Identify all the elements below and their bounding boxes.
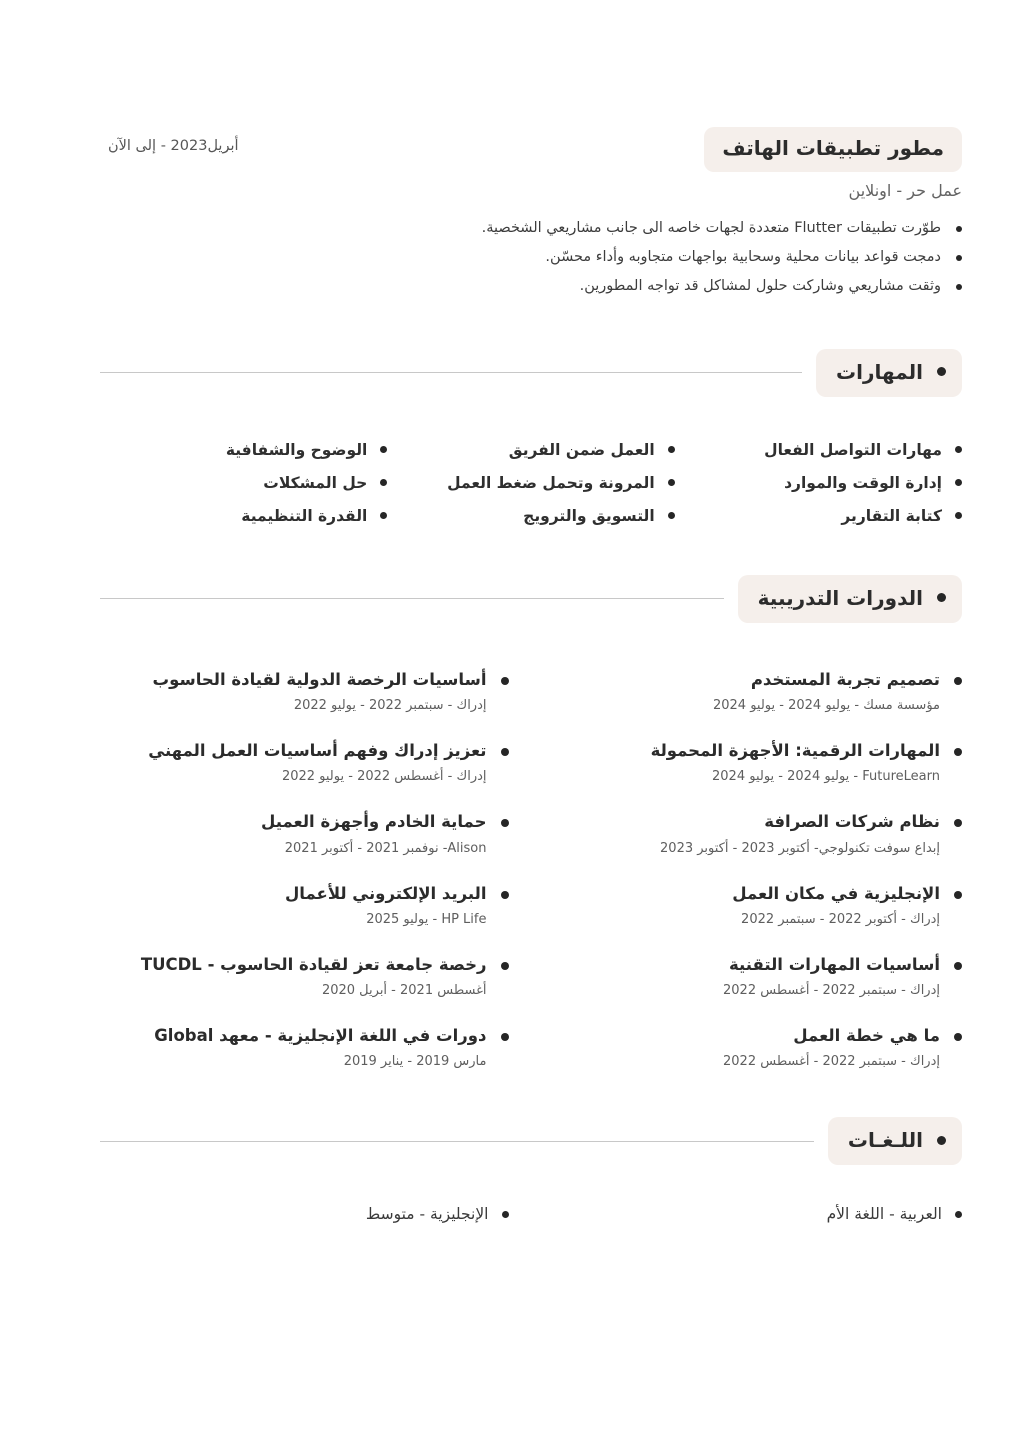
skills-column xyxy=(100,441,387,525)
skill-item xyxy=(675,441,962,459)
job-responsibility-item xyxy=(100,217,962,241)
language-label: الإنجليزية - متوسط xyxy=(365,1205,489,1224)
bullet-icon xyxy=(955,446,962,453)
languages-heading-box xyxy=(828,1117,962,1165)
course-meta: أغسطس 2021 - أبريل 2020 xyxy=(321,983,487,999)
bullet-icon xyxy=(954,677,962,685)
course-body xyxy=(153,669,487,713)
experience-header xyxy=(100,127,962,172)
skills-heading: المهارات xyxy=(836,359,923,384)
course-item xyxy=(554,883,963,927)
courses-grid xyxy=(100,669,962,1070)
job-title: مطور تطبيقات الهاتف xyxy=(704,127,962,172)
skill-item xyxy=(387,507,674,525)
bullet-icon xyxy=(501,891,509,899)
languages-grid xyxy=(100,1205,962,1223)
bullet-icon xyxy=(954,1033,962,1041)
course-item xyxy=(100,1025,509,1069)
course-title: ما هي خطة العمل xyxy=(793,1026,940,1046)
course-meta: HP Life - يوليو 2025 xyxy=(366,911,487,927)
course-meta: إدراك - أكتوبر 2022 - سبتمبر 2022 xyxy=(741,911,940,927)
courses-heading: الدورات التدريبية xyxy=(757,585,923,610)
course-item xyxy=(100,954,509,998)
course-meta: إدراك - سبتمبر 2022 - أغسطس 2022 xyxy=(723,1054,940,1070)
course-body xyxy=(660,811,940,855)
course-meta: FutureLearn - يوليو 2024 - يوليو 2024 xyxy=(712,769,940,785)
course-meta: إدراك - سبتمبر 2022 - أغسطس 2022 xyxy=(723,983,940,999)
skill-label: مهارات التواصل الفعال xyxy=(764,440,942,459)
bullet-icon xyxy=(380,446,387,453)
course-item xyxy=(554,1025,963,1069)
bullet-icon xyxy=(380,512,387,519)
course-meta: Alison- نوفمبر 2021 - أكتوبر 2021 xyxy=(284,840,487,856)
bullet-icon xyxy=(502,1211,509,1218)
skills-heading-box xyxy=(816,349,962,397)
bullet-icon xyxy=(668,479,675,486)
skills-grid xyxy=(100,441,962,525)
course-item xyxy=(554,740,963,784)
course-item xyxy=(100,740,509,784)
course-item xyxy=(100,669,509,713)
course-title: المهارات الرقمية: الأجهزة المحمولة xyxy=(650,741,940,761)
courses-column-left xyxy=(100,669,509,1070)
bullet-icon xyxy=(956,284,962,290)
skill-label: إدارة الوقت والموارد xyxy=(784,473,942,492)
skill-label: الوضوح والشفافية xyxy=(225,440,368,459)
languages-section xyxy=(100,1117,962,1223)
course-title: تصميم تجربة المستخدم xyxy=(750,669,940,689)
course-title: أساسيات المهارات التقنية xyxy=(729,954,940,974)
job-responsibility-text: طوّرت تطبيقات Flutter متعددة لجهات خاصه الى جانب مشاريعي الشخصية. xyxy=(481,220,941,236)
bullet-icon xyxy=(954,819,962,827)
bullet-icon xyxy=(501,1033,509,1041)
skill-label: القدرة التنظيمية xyxy=(241,506,368,525)
bullet-icon xyxy=(955,512,962,519)
course-body xyxy=(261,811,486,855)
courses-section xyxy=(100,575,962,1070)
bullet-icon xyxy=(955,479,962,486)
languages-section-header xyxy=(100,1117,962,1165)
courses-column-right xyxy=(554,669,963,1070)
skill-label: العمل ضمن الفريق xyxy=(508,440,655,459)
skill-item xyxy=(675,507,962,525)
language-item xyxy=(554,1205,963,1223)
skill-label: حل المشكلات xyxy=(263,473,368,492)
bullet-icon xyxy=(668,446,675,453)
bullet-icon xyxy=(501,677,509,685)
course-body xyxy=(141,954,487,998)
skill-item xyxy=(100,507,387,525)
bullet-icon xyxy=(956,226,962,232)
course-item xyxy=(554,954,963,998)
skills-column xyxy=(675,441,962,525)
course-body xyxy=(148,740,486,784)
bullet-icon xyxy=(954,891,962,899)
course-item xyxy=(100,811,509,855)
languages-heading: اللـغـات xyxy=(847,1128,923,1153)
job-date-range: أبريل2023 - إلى الآن xyxy=(108,138,239,154)
skill-item xyxy=(675,474,962,492)
course-title: دورات في اللغة الإنجليزية - معهد Global xyxy=(154,1026,487,1046)
course-title: نظام شركات الصرافة xyxy=(764,812,940,832)
course-item xyxy=(554,669,963,713)
job-responsibility-item xyxy=(100,275,962,299)
bullet-icon xyxy=(954,962,962,970)
bullet-icon xyxy=(937,593,946,602)
skill-item xyxy=(100,474,387,492)
bullet-icon xyxy=(668,512,675,519)
course-meta: إدراك - أغسطس 2022 - يوليو 2022 xyxy=(281,769,487,785)
course-title: أساسيات الرخصة الدولية لقيادة الحاسوب xyxy=(152,669,487,689)
section-divider xyxy=(100,598,724,599)
course-body xyxy=(651,740,940,784)
course-title: البريد الإلكتروني للأعمال xyxy=(284,883,487,903)
skill-item xyxy=(100,441,387,459)
section-divider xyxy=(100,372,802,373)
job-responsibility-item xyxy=(100,246,962,270)
skills-column xyxy=(387,441,674,525)
experience-section xyxy=(100,127,962,299)
bullet-icon xyxy=(937,1136,946,1145)
course-title: حماية الخادم وأجهزة العميل xyxy=(261,812,487,832)
course-body xyxy=(723,954,940,998)
courses-section-header xyxy=(100,575,962,623)
course-meta: مارس 2019 - يناير 2019 xyxy=(343,1054,487,1070)
course-body xyxy=(723,1025,940,1069)
bullet-icon xyxy=(956,255,962,261)
course-body xyxy=(154,1025,486,1069)
skill-label: كتابة التقارير xyxy=(841,506,942,525)
course-title: الإنجليزية في مكان العمل xyxy=(732,883,940,903)
bullet-icon xyxy=(954,748,962,756)
section-divider xyxy=(100,1141,814,1142)
course-body xyxy=(713,669,940,713)
course-meta: إدراك - سبتمبر 2022 - يوليو 2022 xyxy=(293,698,487,714)
bullet-icon xyxy=(955,1211,962,1218)
skill-label: التسويق والترويج xyxy=(523,506,655,525)
job-employer: عمل حر - اونلاين xyxy=(848,181,962,200)
skill-item xyxy=(387,474,674,492)
bullet-icon xyxy=(380,479,387,486)
language-item xyxy=(100,1205,509,1223)
bullet-icon xyxy=(501,748,509,756)
course-item xyxy=(554,811,963,855)
job-responsibilities xyxy=(100,217,962,299)
skills-section xyxy=(100,349,962,525)
course-body xyxy=(285,883,487,927)
skill-item xyxy=(387,441,674,459)
bullet-icon xyxy=(501,962,509,970)
course-body xyxy=(732,883,940,927)
job-responsibility-text: وثقت مشاريعي وشاركت حلول لمشاكل قد تواجه المطورين. xyxy=(579,277,941,294)
course-title: رخصة جامعة تعز لقيادة الحاسوب - TUCDL xyxy=(140,954,487,974)
courses-heading-box xyxy=(738,575,962,623)
course-item xyxy=(100,883,509,927)
course-title: تعزيز إدراك وفهم أساسيات العمل المهني xyxy=(148,741,487,761)
job-responsibility-text: دمجت قواعد بيانات محلية وسحابية بواجهات متجاوبه وأداء محسّن. xyxy=(545,248,941,265)
skill-label: المرونة وتحمل ضغط العمل xyxy=(447,473,655,492)
bullet-icon xyxy=(937,367,946,376)
course-meta: إبداع سوفت تكنولوجي- أكتوبر 2023 - أكتوبر 2023 xyxy=(660,840,940,856)
skills-section-header xyxy=(100,349,962,397)
bullet-icon xyxy=(501,819,509,827)
language-label: العربية - اللغة الأم xyxy=(826,1205,942,1224)
course-meta: مؤسسة مسك - يوليو 2024 - يوليو 2024 xyxy=(712,698,940,714)
